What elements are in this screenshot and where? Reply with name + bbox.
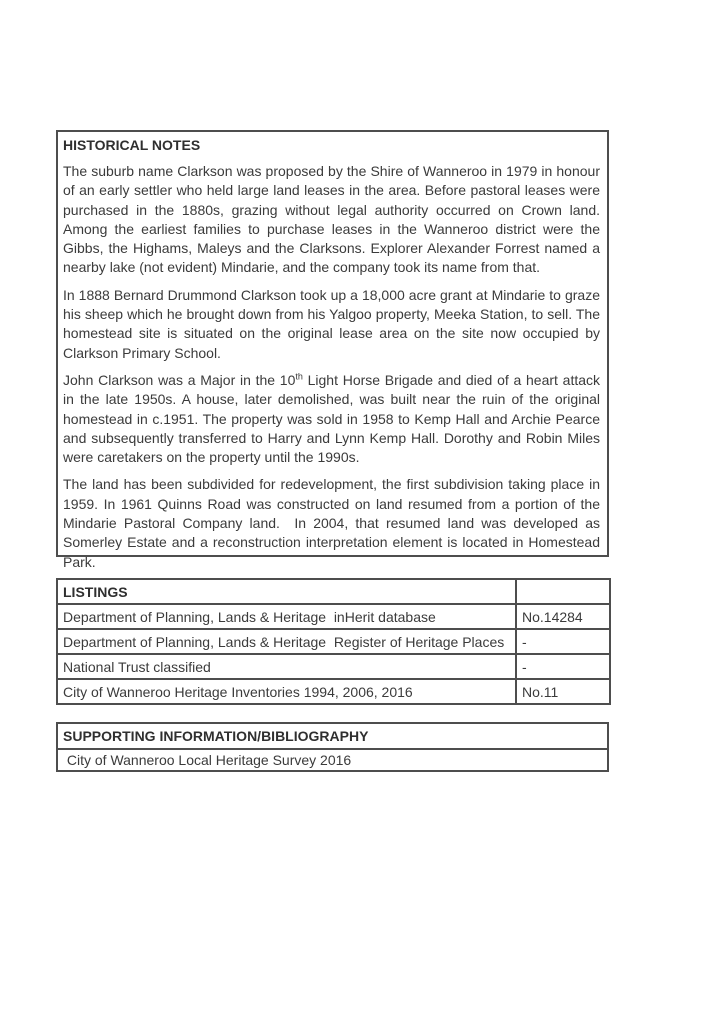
- table-row: [57, 654, 610, 679]
- listing-label: Department of Planning, Lands & Heritage inHerit database: [57, 604, 516, 629]
- listings-header-row: [57, 579, 610, 604]
- listing-label: Department of Planning, Lands & Heritage Register of Heritage Places: [57, 629, 516, 654]
- historical-notes-section: [56, 130, 609, 570]
- paragraph-text-after-superscript: Light Horse Brigade and died of a heart attack in the late 1950s. A house, later demolished, was built near the ruin of the original homestead in c.1951. The property was sold in 1958 to Kemp Hall and Archie Pearce and subsequently transferred to Harry and Lynn Kemp Hall. Dorothy and Robin Miles were caretakers on the property until the 1990s.: [63, 371, 604, 466]
- paragraph-text-before-superscript: John Clarkson was a Major in the 10: [63, 371, 296, 388]
- historical-notes-title: HISTORICAL NOTES: [63, 137, 201, 153]
- ordinal-superscript: th: [295, 371, 303, 382]
- listings-header-value-cell: [516, 579, 610, 604]
- listing-label: City of Wanneroo Heritage Inventories 1994, 2006, 2016: [57, 679, 516, 704]
- historical-notes-paragraph-3: [63, 371, 604, 467]
- supporting-header-row: [57, 723, 608, 749]
- listing-value: No.11: [516, 679, 610, 704]
- historical-notes-paragraph-2: In 1888 Bernard Drummond Clarkson took up a 18,000 acre grant at Mindarie to graze his sheep which he brought down from his Yalgoo property, Meeka Station, to sell. The homestead site is situated on the original lease area on the site now occupied by Clarkson Primary School.: [63, 286, 604, 361]
- bibliography-entry: City of Wanneroo Local Heritage Survey 2016: [57, 749, 608, 771]
- historical-notes-paragraph-1: The suburb name Clarkson was proposed by the Shire of Wanneroo in 1979 in honour of an early settler who held large land leases in the area. Before pastoral leases were purchased in the 1880s, grazing without legal authority occurred on Crown land. Among the earliest families to purchase leases in the Wanneroo district were the Gibbs, the Highams, Maleys and the Clarksons. Explorer Alexander Forrest named a nearby lake (not evident) Mindarie, and the company took its name from that.: [63, 163, 608, 276]
- listing-label: National Trust classified: [57, 654, 516, 679]
- listings-title: LISTINGS: [57, 579, 516, 604]
- listing-value: -: [516, 654, 610, 679]
- historical-notes-paragraph-4: The land has been subdivided for redevelopment, the first subdivision taking place in 1959. In 1961 Quinns Road was constructed on land resumed from a portion of the Mindarie Pastoral Company land. In 2004, that resumed land was developed as Somerley Estate and a reconstruction interpretation element is located in Homestead Park.: [63, 476, 604, 570]
- table-row: [57, 604, 610, 629]
- listing-value: -: [516, 629, 610, 654]
- table-row: [57, 749, 608, 771]
- table-row: [57, 679, 610, 704]
- table-row: [57, 629, 610, 654]
- supporting-information-table: [56, 722, 609, 772]
- supporting-information-title: SUPPORTING INFORMATION/BIBLIOGRAPHY: [57, 723, 608, 749]
- listing-value: No.14284: [516, 604, 610, 629]
- listings-table: [56, 578, 611, 705]
